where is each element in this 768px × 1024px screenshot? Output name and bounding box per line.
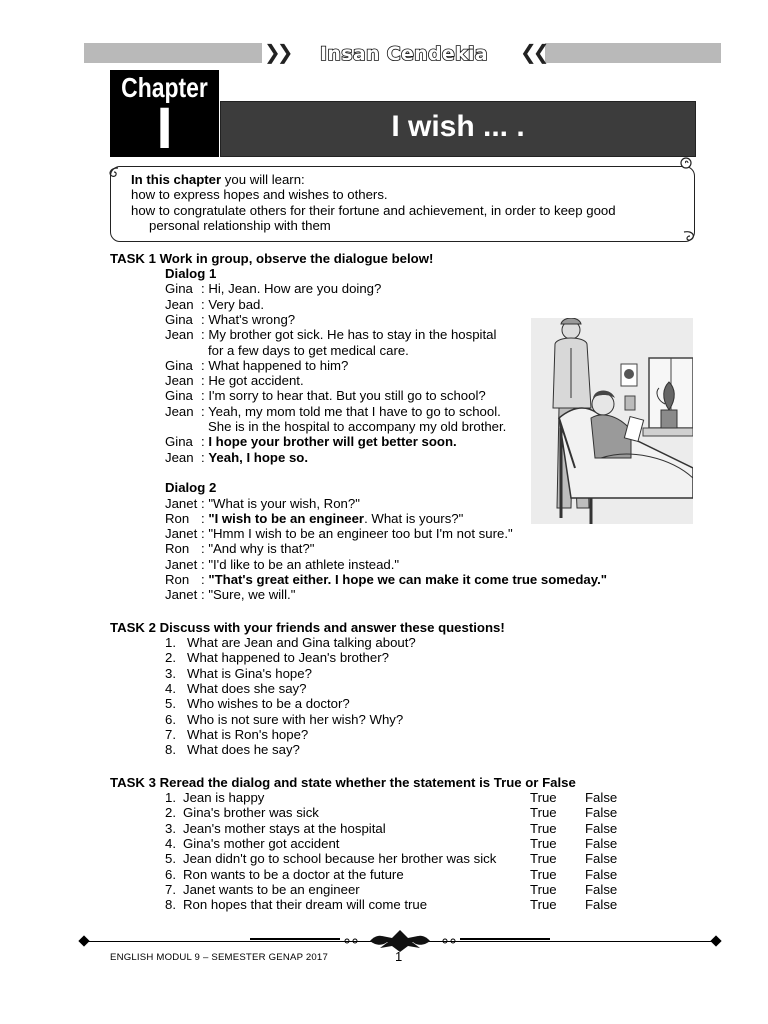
statement-item: 4. Gina's mother got accident [165, 836, 340, 851]
chapter-number: I [156, 96, 173, 161]
chapter-label: Chapter [121, 72, 208, 103]
false-option: False [585, 790, 618, 805]
true-option: True [530, 867, 557, 882]
false-option: False [585, 851, 618, 866]
scroll-curl-icon [676, 155, 696, 175]
true-option: True [530, 790, 557, 805]
question-item: 4. What does she say? [165, 681, 307, 696]
statement-item: 3. Jean's mother stays at the hospital [165, 821, 386, 836]
false-option: False [585, 882, 618, 897]
dialog-line: Gina : What happened to him? [165, 358, 349, 373]
dialog-line: Janet : "Hmm I wish to be an engineer too but I'm not sure." [165, 526, 513, 541]
task1-heading: TASK 1 Work in group, observe the dialogue below! [110, 251, 434, 266]
header-bar-right [545, 43, 721, 63]
dialog-line: Janet : "Sure, we will." [165, 587, 296, 602]
question-item: 6. Who is not sure with her wish? Why? [165, 712, 404, 727]
statement-item: 1. Jean is happy [165, 790, 265, 805]
statement-item: 2. Gina's brother was sick [165, 805, 319, 820]
true-option: True [530, 897, 557, 912]
true-option: True [530, 882, 557, 897]
true-option: True [530, 805, 557, 820]
chevron-left-icon: ❮❮ [520, 42, 546, 64]
dialog-line: Gina : What's wrong? [165, 312, 296, 327]
header-bar-left [84, 43, 262, 63]
false-option: False [585, 836, 618, 851]
false-option: False [585, 867, 618, 882]
chevron-right-icon: ❯❯ [264, 42, 290, 64]
statement-item: 5. Jean didn't go to school because her brother was sick [165, 851, 497, 866]
dialog-line: Jean : My brother got sick. He has to stay in the hospital [165, 327, 497, 342]
scroll-curl-icon [680, 228, 700, 248]
statement-item: 7. Janet wants to be an engineer [165, 882, 360, 897]
statement-item: 8. Ron hopes that their dream will come true [165, 897, 428, 912]
intro-item: how to express hopes and wishes to others. [131, 187, 388, 203]
scroll-curl-icon [100, 160, 130, 190]
true-option: True [530, 821, 557, 836]
true-option: True [530, 851, 557, 866]
hospital-illustration [531, 318, 693, 524]
dialog-line: Ron : "I wish to be an engineer. What is yours?" [165, 511, 464, 526]
task3-heading: TASK 3 Reread the dialog and state whether the statement is True or False [110, 775, 576, 790]
question-item: 5. Who wishes to be a doctor? [165, 696, 350, 711]
question-item: 3. What is Gina's hope? [165, 666, 312, 681]
chapter-title: I wish ... . [391, 110, 525, 143]
dialog-line: Gina : I'm sorry to hear that. But you still go to school? [165, 388, 486, 403]
footer-rule-end-icon [710, 935, 721, 946]
intro-item: how to congratulate others for their fortune and achievement, in order to keep good [131, 202, 616, 218]
dialog-line: Janet : "I'd like to be an athlete instead." [165, 557, 400, 572]
question-item: 8. What does he say? [165, 742, 300, 757]
dialog-line: Jean : Yeah, I hope so. [165, 450, 308, 465]
intro-lead-bold: In this chapter [131, 172, 222, 187]
question-item: 7. What is Ron's hope? [165, 727, 309, 742]
chapter-badge [110, 70, 219, 161]
dialog-line-continued: She is in the hospital to accompany my old brother. [208, 419, 507, 434]
dialog-line: Jean : Yeah, my mom told me that I have to go to school. [165, 404, 501, 419]
statement-item: 6. Ron wants to be a doctor at the future [165, 867, 404, 882]
dialog-line: Jean : He got accident. [165, 373, 304, 388]
task2-heading: TASK 2 Discuss with your friends and answer these questions! [110, 620, 505, 635]
dialog-line: Ron : "That's great either. I hope we can make it come true someday." [165, 572, 608, 587]
dialog-line: Ron : "And why is that?" [165, 541, 315, 556]
dialog-line: Gina : Hi, Jean. How are you doing? [165, 281, 382, 296]
intro-lead-rest: you will learn: [221, 172, 305, 187]
dialog2-title: Dialog 2 [165, 480, 217, 495]
dialog-line: Jean : Very bad. [165, 297, 265, 312]
question-item: 1. What are Jean and Gina talking about? [165, 635, 416, 650]
true-option: True [530, 836, 557, 851]
false-option: False [585, 805, 618, 820]
brand-logo: Insan Cendekia [320, 43, 488, 65]
dialog-line: Janet : "What is your wish, Ron?" [165, 496, 360, 511]
footer-rule-end-icon [78, 935, 89, 946]
dialog-line-continued: for a few days to get medical care. [208, 343, 409, 358]
page-number: 1 [395, 949, 403, 964]
dialog-line: Gina : I hope your brother will get better soon. [165, 434, 457, 449]
dialog1-title: Dialog 1 [165, 266, 217, 281]
footer-module: ENGLISH MODUL 9 – SEMESTER GENAP 2017 [110, 952, 329, 963]
intro-item: personal relationship with them [149, 218, 331, 234]
false-option: False [585, 897, 618, 912]
chapter-title-bar [220, 101, 696, 157]
question-item: 2. What happened to Jean's brother? [165, 650, 389, 665]
false-option: False [585, 821, 618, 836]
intro-text [131, 172, 616, 234]
